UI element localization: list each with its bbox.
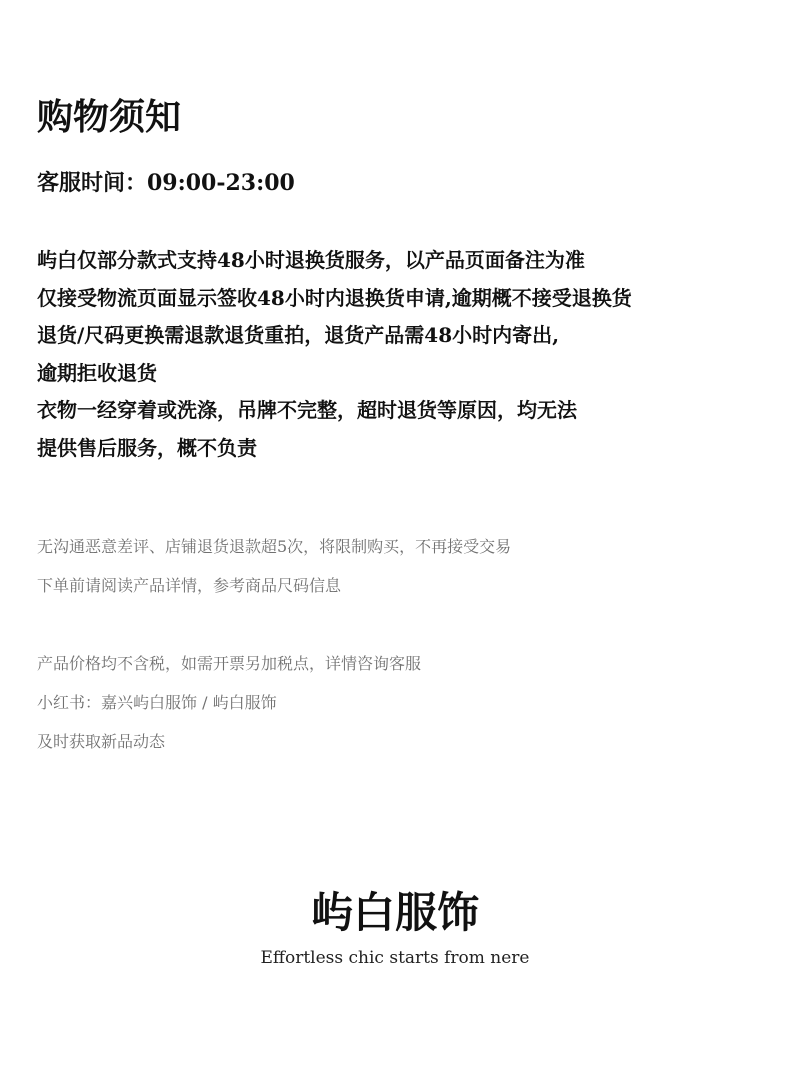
policy-line: 仅接受物流页面显示签收48小时内退换货申请,逾期概不接受退换货 [37,285,632,310]
note-line: 下单前请阅读产品详情，参考商品尺码信息 [37,576,342,595]
service-hours: 客服时间：09:00-23:00 [37,170,295,196]
purchase-notes [37,527,511,605]
policy-line: 提供售后服务，概不负责 [37,435,257,460]
policy-line: 逾期拒收退货 [37,360,157,385]
policy-line: 衣物一经穿着或洗涤，吊牌不完整，超时退货等原因，均无法 [37,398,577,422]
note-line: 及时获取新品动态 [37,732,166,751]
store-info-notes [37,644,421,761]
return-policy [37,242,632,467]
policy-line: 退货/尺码更换需退款退货重拍，退货产品需48小时内寄出, [37,323,560,347]
note-line: 产品价格均不含税，如需开票另加税点，详情咨询客服 [37,654,422,673]
policy-line: 屿白仅部分款式支持48小时退换货服务，以产品页面备注为准 [37,248,585,272]
page-title: 购物须知 [37,96,182,138]
note-line: 小红书：嘉兴屿白服饰 / 屿白服饰 [37,693,277,712]
brand-name: 屿白服饰 [310,888,479,937]
brand-footer [0,884,790,971]
note-line: 无沟通恶意差评、店铺退货退款超5次，将限制购买，不再接受交易 [37,537,512,556]
brand-slogan: Effortless chic starts from nere [260,948,530,968]
